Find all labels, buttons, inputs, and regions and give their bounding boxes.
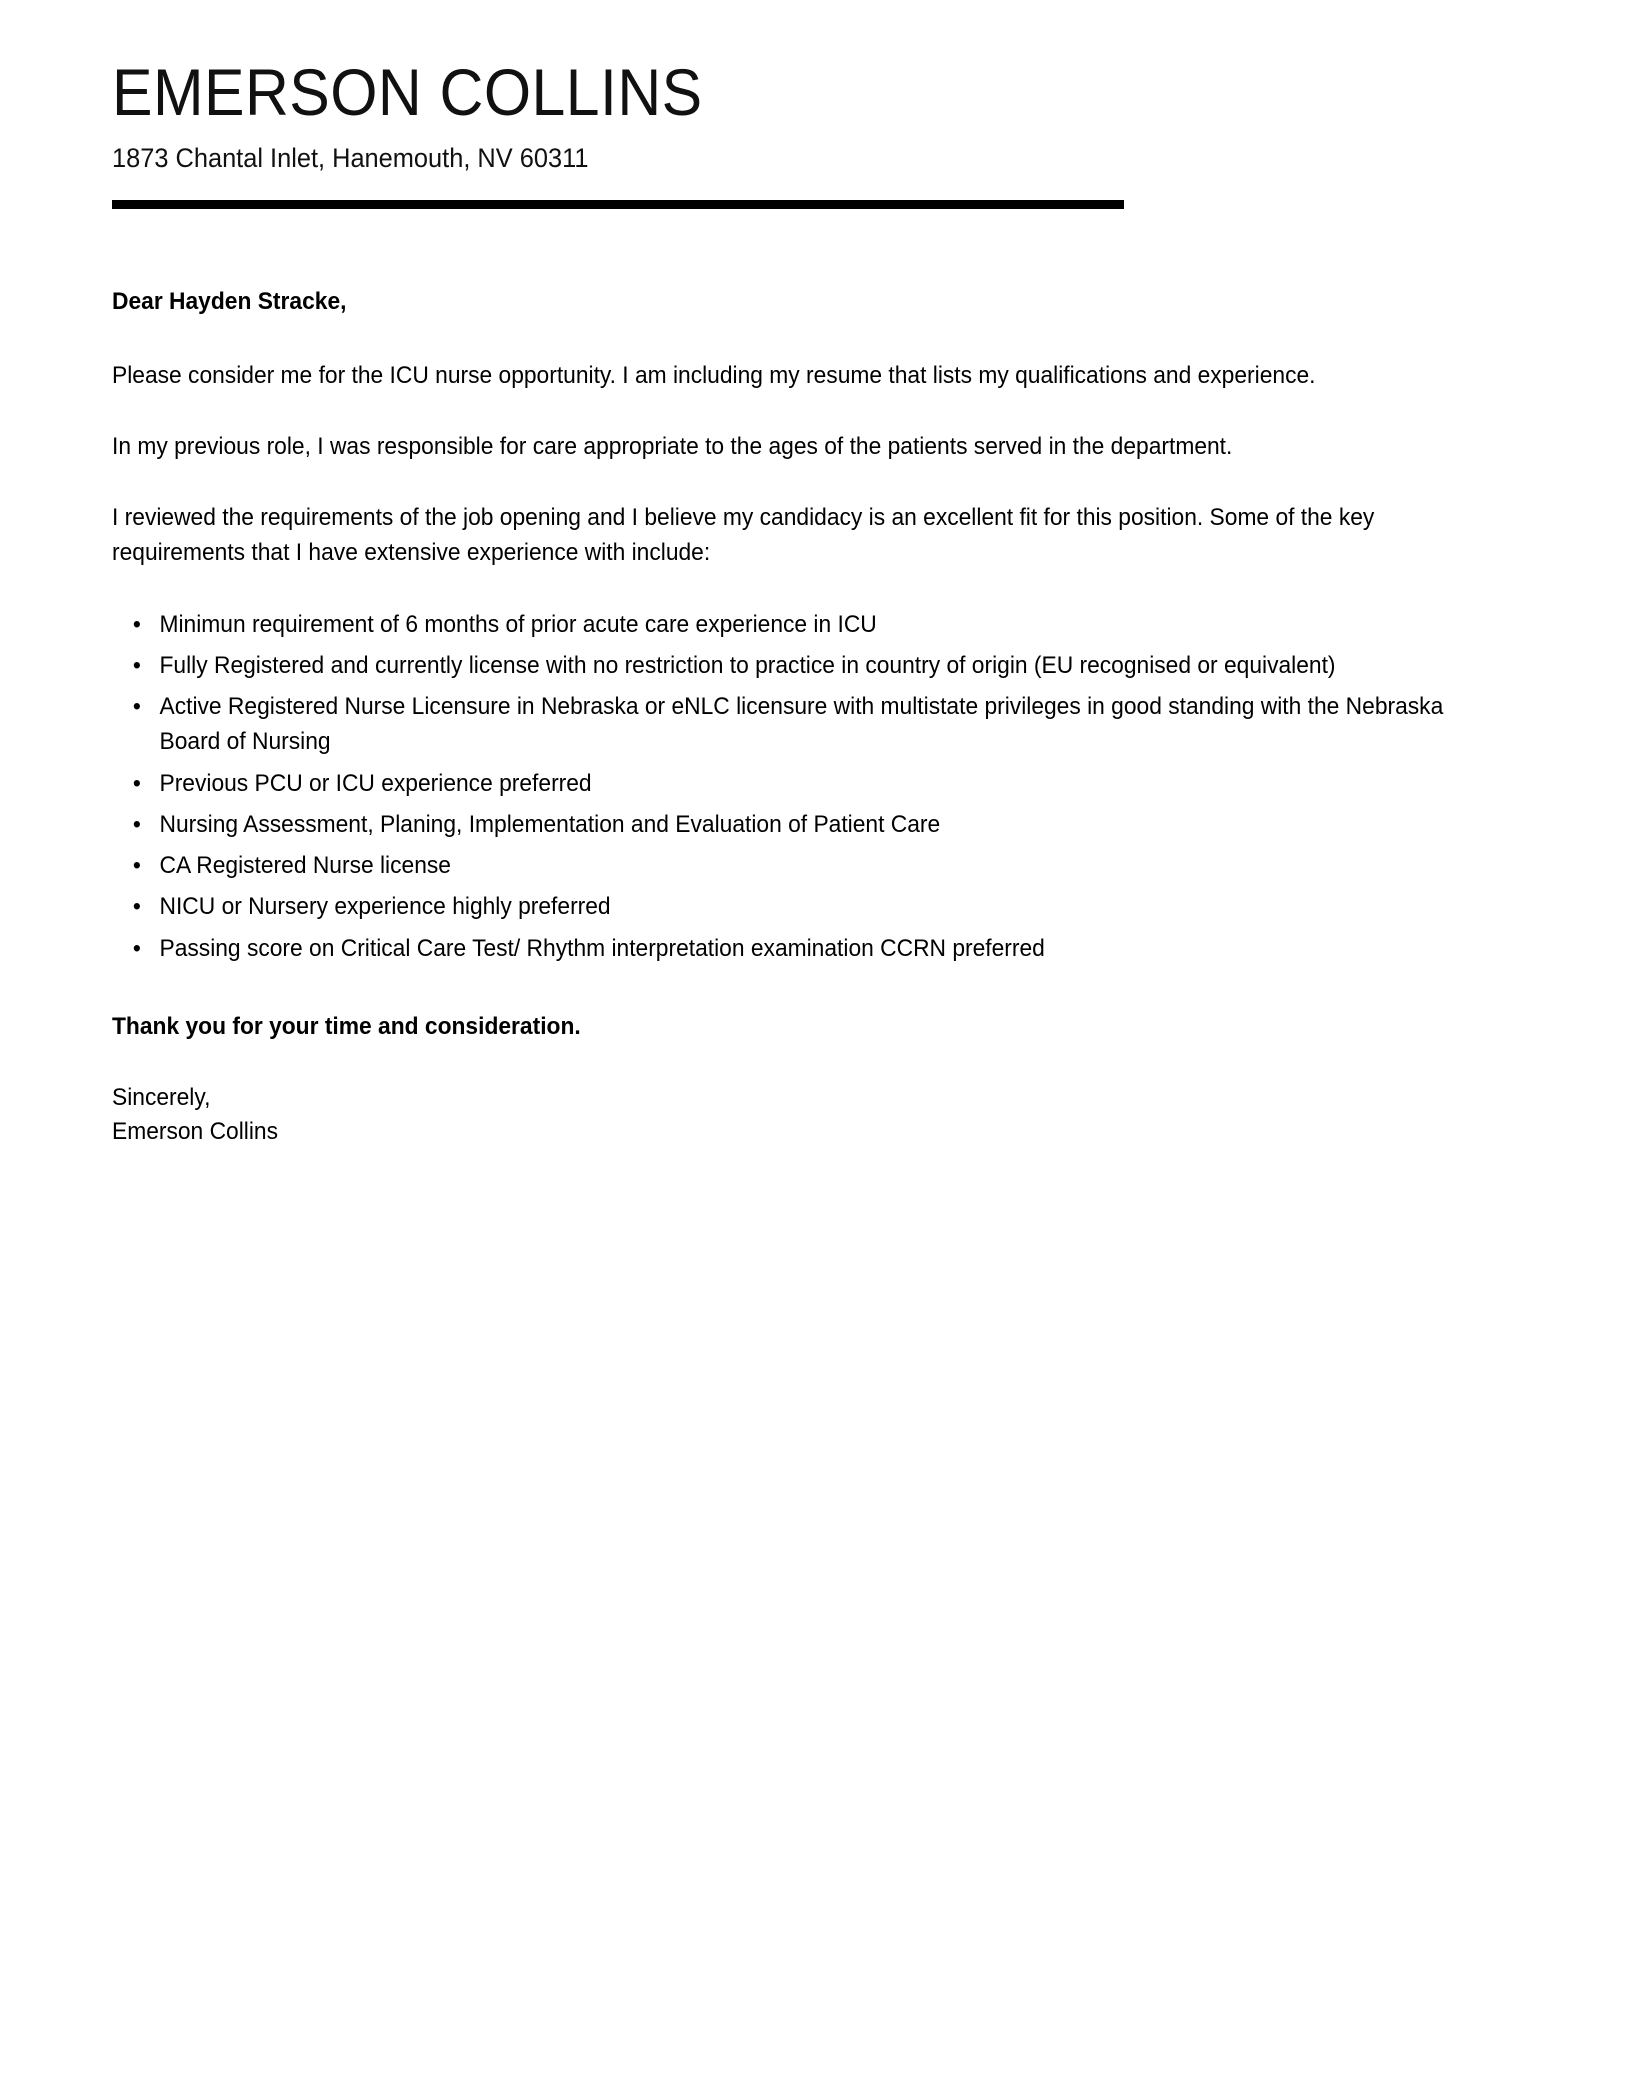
list-item: • Minimun requirement of 6 months of prior acute care experience in ICU	[112, 607, 1452, 642]
page-title: EMERSON COLLINS	[112, 55, 703, 129]
list-item: • Previous PCU or ICU experience preferred	[112, 766, 1452, 801]
list-item: • Nursing Assessment, Planing, Implementation and Evaluation of Patient Care	[112, 807, 1452, 842]
letter-body	[112, 285, 1524, 1149]
header-divider	[112, 200, 1124, 209]
salutation: Dear Hayden Stracke,	[112, 287, 347, 315]
list-item: • Active Registered Nurse Licensure in Nebraska or eNLC licensure with multistate privileges in good standing with the Nebraska Board of Nursing	[112, 689, 1452, 760]
signoff-word: Sincerely,	[112, 1083, 211, 1111]
body-paragraph-1: Please consider me for the ICU nurse opportunity. I am including my resume that lists my qualifications and experience.	[112, 361, 1316, 389]
signoff-name: Emerson Collins	[112, 1117, 278, 1145]
letter-header	[112, 0, 1520, 209]
candidate-address: 1873 Chantal Inlet, Hanemouth, NV 60311	[112, 142, 589, 173]
body-paragraph-3: I reviewed the requirements of the job opening and I believe my candidacy is an excellent fit for this position. Some of the key requirements that I have extensive experience with include:	[112, 504, 1375, 567]
closing-thanks: Thank you for your time and consideration.	[112, 1012, 581, 1040]
requirements-list	[112, 607, 1453, 966]
list-item: • Passing score on Critical Care Test/ Rhythm interpretation examination CCRN preferred	[112, 931, 1452, 966]
body-paragraph-2: In my previous role, I was responsible for care appropriate to the ages of the patients served in the department.	[112, 432, 1233, 460]
signature-block	[112, 1081, 1453, 1149]
list-item: • NICU or Nursery experience highly preferred	[112, 889, 1452, 924]
list-item: • CA Registered Nurse license	[112, 848, 1452, 883]
list-item: • Fully Registered and currently license with no restriction to practice in country of origin (EU recognised or equivalent)	[112, 648, 1452, 683]
